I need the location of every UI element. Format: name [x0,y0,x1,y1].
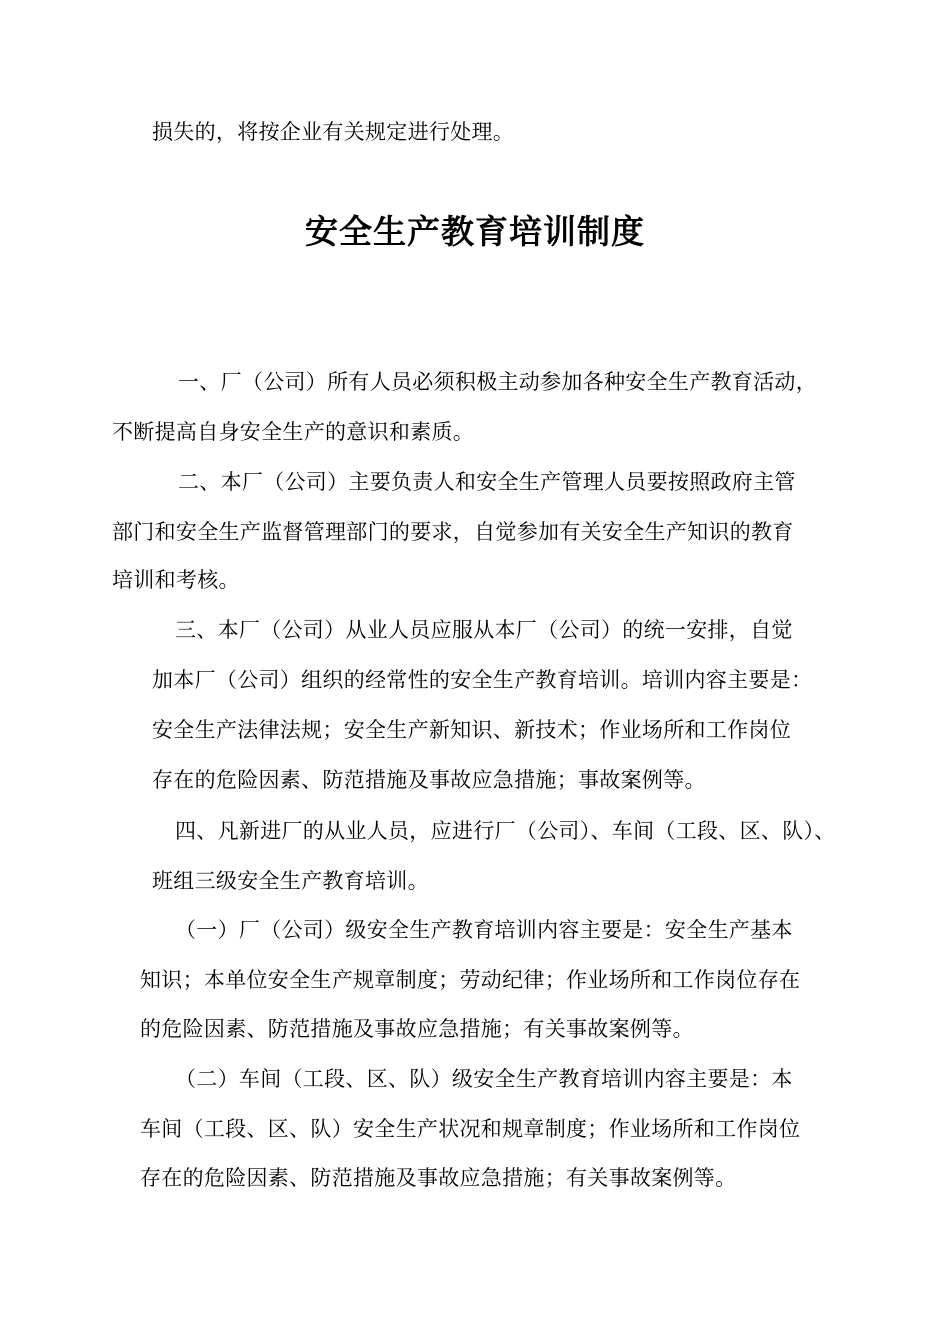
paragraph-2-line-2: 部门和安全生产监督管理部门的要求，自觉参加有关安全生产知识的教育 [112,520,794,544]
paragraph-3-line-1: 三、本厂（公司）从业人员应服从本厂（公司）的统一安排，自觉 [175,618,793,642]
paragraph-5-line-3: 的危险因素、防范措施及事故应急措施；有关事故案例等。 [140,1017,694,1041]
paragraph-3-line-3: 安全生产法律法规；安全生产新知识、新技术；作业场所和工作岗位 [152,718,791,742]
paragraph-3-line-2: 加本厂（公司）组织的经常性的安全生产教育培训。培训内容主要是： [152,668,813,692]
paragraph-2-line-3: 培训和考核。 [112,568,240,592]
continuation-text: 损失的，将按企业有关规定进行处理。 [152,120,515,144]
paragraph-4-line-1: 四、凡新进厂的从业人员，应进行厂（公司）、车间（工段、区、队）、 [175,819,836,843]
paragraph-1-line-1: 一、厂（公司）所有人员必须积极主动参加各种安全生产教育活动， [178,370,817,394]
document-title: 安全生产教育培训制度 [305,212,645,251]
paragraph-2-line-1: 二、本厂（公司）主要负责人和安全生产管理人员要按照政府主管 [178,470,796,494]
paragraph-6-line-3: 存在的危险因素、防范措施及事故应急措施；有关事故案例等。 [140,1166,737,1190]
paragraph-6-line-2: 车间（工段、区、队）安全生产状况和规章制度；作业场所和工作岗位 [140,1117,801,1141]
paragraph-3-line-4: 存在的危险因素、防范措施及事故应急措施；事故案例等。 [152,768,706,792]
paragraph-6-line-1: （二）车间（工段、区、队）级安全生产教育培训内容主要是：本 [175,1067,793,1091]
paragraph-4-line-2: 班组三级安全生产教育培训。 [152,869,429,893]
paragraph-1-line-2: 不断提高自身安全生产的意识和素质。 [112,420,475,444]
paragraph-5-line-1: （一）厂（公司）级安全生产教育培训内容主要是：安全生产基本 [175,918,793,942]
paragraph-5-line-2: 知识；本单位安全生产规章制度；劳动纪律；作业场所和工作岗位存在 [140,968,801,992]
